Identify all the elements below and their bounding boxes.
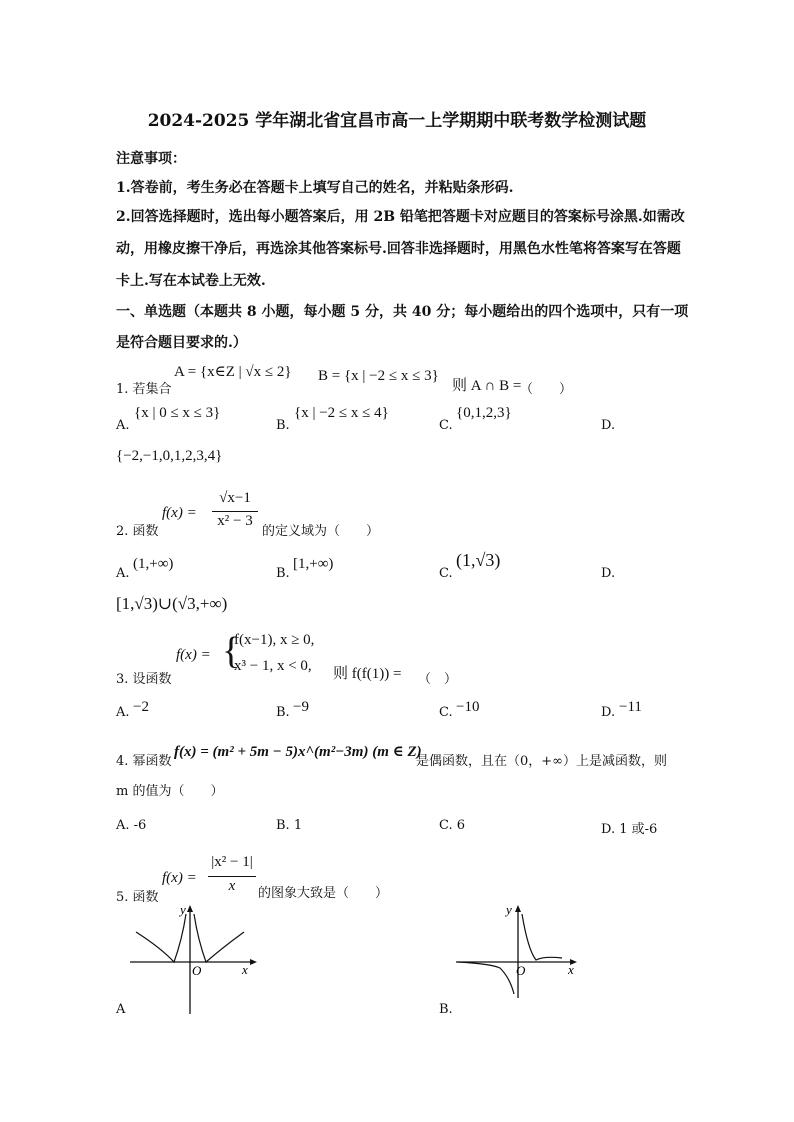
graph-b-x-label: x [568,962,574,977]
q2-fraction-bar [212,511,258,512]
q2-numerator: √x−1 [219,490,251,506]
q3-option-a-value: −2 [133,699,149,715]
notice-heading: 注意事项： [116,151,186,167]
q1-option-d-value: {−2,−1,0,1,2,3,4} [116,448,223,464]
q4-option-d: D. 1 或-6 [601,822,658,837]
q5-numerator: |x² − 1| [211,854,253,870]
section-heading-line-2: 是符合题目要求的.） [116,335,247,351]
q3-question: 则 f(f(1)) = [333,666,402,682]
q4-option-c: C. 6 [439,818,466,833]
q3-paren: （ ） [418,672,458,687]
graph-a-x-label: x [242,962,248,977]
graph-a-origin: O [192,963,202,978]
section-heading-line-1: 一、单选题（本题共 8 小题，每小题 5 分，共 40 分；每小题给出的四个选项中，只有一项 [116,304,689,320]
graph-b-origin: O [516,963,526,978]
q5-option-b-label: B. [439,1002,453,1017]
q5-option-a-label: A [116,1002,126,1017]
q5-stem: 5. 函数 [116,890,159,905]
q2-stem: 2. 函数 [116,524,159,539]
q2-option-b-value: [1,+∞) [293,556,334,572]
q2-function-name: f(x) = [162,505,197,521]
q1-stem: 1. 若集合 [116,382,172,397]
q2-option-c-label: C. [439,566,453,581]
graph-b-y-arrow [515,905,521,912]
q2-option-a-value: (1,+∞) [133,556,174,572]
q1-option-a-value: {x | 0 ≤ x ≤ 3} [134,405,221,421]
q2-option-d-label: D. [601,566,616,581]
q3-option-c-label: C. [439,705,453,720]
q2-option-b-label: B. [276,566,290,581]
graph-b-y-label: y [506,902,512,917]
q1-set-b: B = {x | −2 ≤ x ≤ 3} [318,368,439,384]
notice-line-2c: 卡上.写在本试卷上无效. [116,273,266,289]
q5-graph-b [452,900,587,1000]
q4-formula: f(x) = (m² + 5m − 5)x^(m²−3m) (m ∈ Z) [174,744,422,760]
q4-option-a: A. -6 [116,818,147,833]
q3-stem: 3. 设函数 [116,672,172,687]
q4-stem: 4. 幂函数 [116,754,172,769]
q1-option-d-label: D. [601,418,616,433]
graph-a-y-arrow [187,905,193,912]
q5-function-name: f(x) = [162,870,197,886]
graph-a-curve-right [194,914,244,962]
q3-option-d-label: D. [601,705,616,720]
q1-paren: （ ） [520,382,573,397]
notice-line-1: 1.答卷前，考生务必在答题卡上填写自己的姓名，并粘贴条形码. [116,180,514,196]
q1-option-c-label: C. [439,418,453,433]
q1-option-b-value: {x | −2 ≤ x ≤ 4} [294,405,389,421]
q2-option-d-value: [1,√3)∪(√3,+∞) [116,594,228,613]
q2-option-a-label: A. [116,566,130,581]
q3-option-b-label: B. [276,705,290,720]
q3-option-d-value: −11 [619,699,642,715]
q1-question: 则 A ∩ B = [452,378,522,394]
q3-option-a-label: A. [116,705,130,720]
q1-option-a-label: A. [116,418,130,433]
q3-option-c-value: −10 [456,699,480,715]
notice-line-2b: 动，用橡皮擦干净后，再选涂其他答案标号.回答非选择题时，用黑色水性笔将答案写在答题 [116,241,681,257]
q3-brace: { [222,630,241,672]
q1-set-a: A = {x∈Z | √x ≤ 2} [174,364,292,380]
graph-a-y-label: y [180,902,186,917]
graph-b-curve-right [522,914,562,960]
q1-option-c-value: {0,1,2,3} [456,405,512,421]
graph-a-curve-left [136,914,186,962]
q5-tail: 的图象大致是（ ） [258,886,389,901]
graph-b-curve-left [458,962,514,994]
q2-tail: 的定义域为（ ） [262,524,380,539]
q3-case-2: x³ − 1, x < 0, [234,658,312,674]
graph-a-x-arrow [250,959,257,965]
q5-denominator: x [228,878,236,894]
q3-option-b-value: −9 [293,699,309,715]
q3-function-name: f(x) = [176,647,211,663]
q5-fraction-bar [208,876,256,877]
q4-tail: 是偶函数，且在（0，+∞）上是减函数，则 [416,754,667,769]
page-title: 2024-2025 学年湖北省宜昌市高一上学期期中联考数学检测试题 [147,111,647,131]
q2-option-c-value: (1,√3) [456,550,501,570]
notice-line-2a: 2.回答选择题时，选出每小题答案后，用 2B 铅笔把答题卡对应题目的答案标号涂黑.如需改 [116,209,685,225]
q4-line-2: m 的值为（ ） [116,784,224,799]
q5-graph-a [126,900,266,1018]
q1-option-b-label: B. [276,418,290,433]
q4-option-b: B. 1 [276,818,303,833]
q2-denominator: x² − 3 [217,513,253,529]
q3-case-1: f(x−1), x ≥ 0, [234,632,315,648]
